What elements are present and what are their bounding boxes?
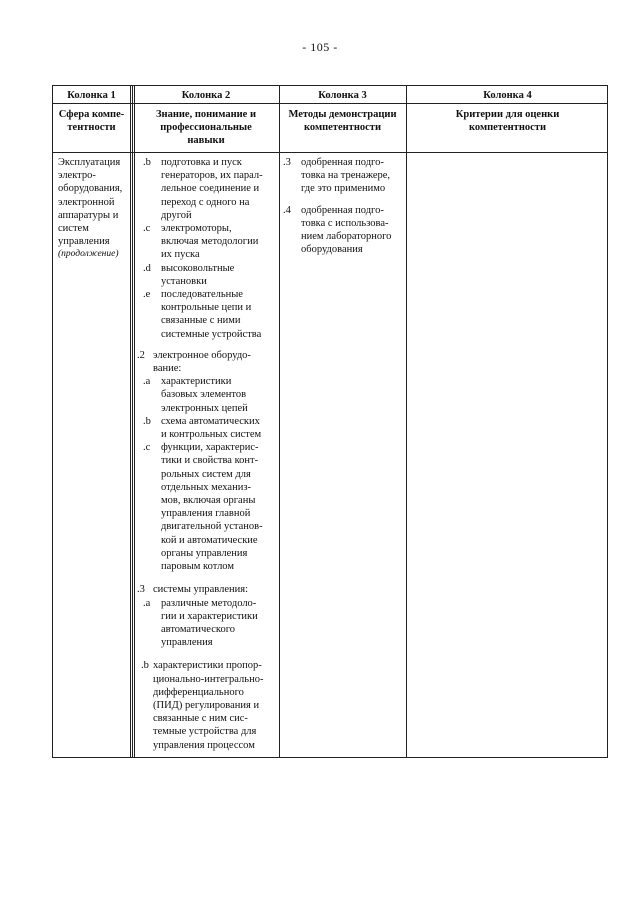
text-line: системы управления: — [153, 584, 248, 596]
page-number: - 105 - — [302, 40, 338, 54]
text-line: другой — [161, 209, 192, 221]
text-line: дифференциального — [153, 686, 244, 698]
text-line: управления — [161, 637, 213, 649]
text-line: тики и свойства конт- — [161, 455, 259, 467]
text-line: электронной — [58, 196, 115, 208]
text-line: базовых элементов — [161, 389, 247, 401]
text-line: мов, включая органы — [161, 495, 256, 507]
text-line: темные устройства для — [153, 726, 257, 738]
text-line: переход с одного на — [161, 196, 250, 208]
text-line: управления процессом — [153, 739, 255, 751]
row-divider — [53, 152, 607, 153]
item-number: .a — [143, 376, 151, 388]
item-number: .3 — [283, 157, 291, 168]
header-column-2: Колонка 2 — [181, 90, 231, 101]
item-text — [153, 583, 279, 596]
text-line: подготовка и пуск — [161, 157, 242, 168]
subheader-line: Критерии для оценки — [455, 109, 560, 120]
item-text — [301, 204, 406, 257]
item-text — [161, 375, 279, 415]
continuation-note: (продолжение) — [58, 249, 119, 260]
subheader-competence-area — [53, 108, 130, 134]
text-line: схема автоматических — [161, 415, 260, 427]
item-text — [153, 349, 279, 375]
item-text — [161, 597, 279, 650]
text-line: гии и характеристики — [161, 610, 258, 622]
subheader-line: Знание, понимание и — [155, 109, 257, 120]
section-heading — [133, 583, 279, 596]
subheader-line: Методы демонстрации — [288, 109, 397, 120]
text-line: генераторов, их парал- — [161, 170, 263, 182]
item-text — [161, 222, 279, 262]
header-column-1: Колонка 1 — [67, 90, 116, 101]
text-line: (ПИД) регулирования и — [153, 699, 260, 711]
subheader-line: навыки — [187, 135, 225, 147]
text-line: паровым котлом — [161, 561, 235, 573]
knowledge-cell — [133, 156, 279, 752]
text-line: высоковольтные — [161, 262, 235, 274]
text-line: автоматического — [161, 623, 236, 635]
item-number: .d — [143, 262, 151, 274]
text-line: двигательной установ- — [161, 521, 263, 533]
list-item — [133, 441, 279, 573]
list-item — [283, 204, 406, 257]
text-line: систем — [58, 223, 89, 235]
text-line: кой и автоматические — [161, 534, 258, 546]
item-text — [161, 288, 279, 341]
item-number: .c — [143, 223, 151, 235]
competence-area-cell — [53, 156, 130, 262]
text-line: Эксплуатация — [58, 157, 121, 168]
item-text — [161, 441, 279, 573]
subheader-line: профессиональные — [160, 122, 252, 134]
text-line: различные методоло- — [161, 597, 257, 609]
text-line: где это применимо — [301, 183, 386, 195]
subheader-line: тентности — [67, 122, 116, 134]
text-line: товка с использова- — [301, 217, 389, 229]
subheader-knowledge — [133, 108, 279, 148]
text-line: органы управления — [161, 547, 248, 559]
item-text — [301, 156, 406, 196]
row-divider — [53, 103, 607, 104]
text-line: товка на тренажере, — [301, 170, 391, 182]
text-line: системные устройства — [161, 328, 262, 340]
text-line: включая методологии — [161, 236, 259, 248]
list-item — [133, 375, 279, 415]
item-number: .b — [143, 157, 151, 168]
text-line: нием лабораторного — [301, 231, 392, 243]
item-number: .c — [143, 442, 151, 454]
methods-cell — [279, 156, 406, 256]
item-number: .b — [141, 660, 149, 672]
text-line: вание: — [153, 363, 182, 375]
text-line: характеристики — [161, 376, 232, 388]
text-line: лельное соединение и — [161, 183, 260, 195]
text-line: последовательные — [161, 289, 243, 301]
header-column-3: Колонка 3 — [318, 90, 367, 101]
list-item — [133, 156, 279, 222]
column-divider — [406, 86, 407, 757]
text-line: оборудования, — [58, 183, 123, 195]
item-number: .3 — [137, 584, 145, 596]
text-line: электро- — [58, 170, 96, 182]
text-line: контрольные цепи и — [161, 302, 252, 314]
text-line: установки — [161, 275, 207, 287]
list-item — [283, 156, 406, 196]
section-heading — [133, 349, 279, 375]
item-text — [161, 262, 279, 288]
subheader-line: компетентности — [468, 122, 547, 134]
text-line: электронных цепей — [161, 402, 248, 414]
text-line: одобренная подго- — [301, 157, 384, 168]
text-line: одобренная подго- — [301, 204, 384, 216]
item-text — [161, 415, 279, 441]
text-line: оборудования — [301, 244, 363, 256]
subheader-line: Сфера компе- — [58, 109, 125, 120]
column-divider — [130, 86, 131, 757]
text-line: характеристики пропор- — [153, 660, 262, 672]
item-number: .a — [143, 597, 151, 609]
header-column-4: Колонка 4 — [483, 90, 532, 101]
item-number: .b — [143, 415, 151, 427]
text-line: рольных систем для — [161, 468, 251, 480]
list-item — [133, 288, 279, 341]
text-line: управления главной — [161, 508, 251, 520]
text-line: и контрольных систем — [161, 429, 262, 441]
text-line: связанные с ним сис- — [153, 713, 248, 725]
list-item — [133, 222, 279, 262]
subheader-methods — [279, 108, 406, 134]
text-line: электронное оборудо- — [153, 349, 251, 361]
item-number: .e — [143, 289, 151, 301]
text-line: электромоторы, — [161, 223, 232, 235]
subheader-criteria — [406, 108, 609, 134]
text-line: функции, характерис- — [161, 442, 259, 454]
item-number: .2 — [137, 349, 145, 361]
item-text — [153, 659, 279, 751]
list-item — [133, 659, 279, 751]
item-number: .4 — [283, 204, 291, 216]
text-line: ционально-интегрально- — [153, 673, 264, 685]
competence-table — [52, 85, 608, 758]
text-line: их пуска — [161, 249, 200, 261]
list-item — [133, 597, 279, 650]
text-line: аппаратуры и — [58, 209, 119, 221]
list-item — [133, 415, 279, 441]
item-text — [161, 156, 279, 222]
text-line: отдельных механиз- — [161, 481, 251, 493]
list-item — [133, 262, 279, 288]
text-line: связанные с ними — [161, 315, 241, 327]
subheader-line: компетентности — [303, 122, 382, 134]
text-line: управления — [58, 236, 110, 248]
